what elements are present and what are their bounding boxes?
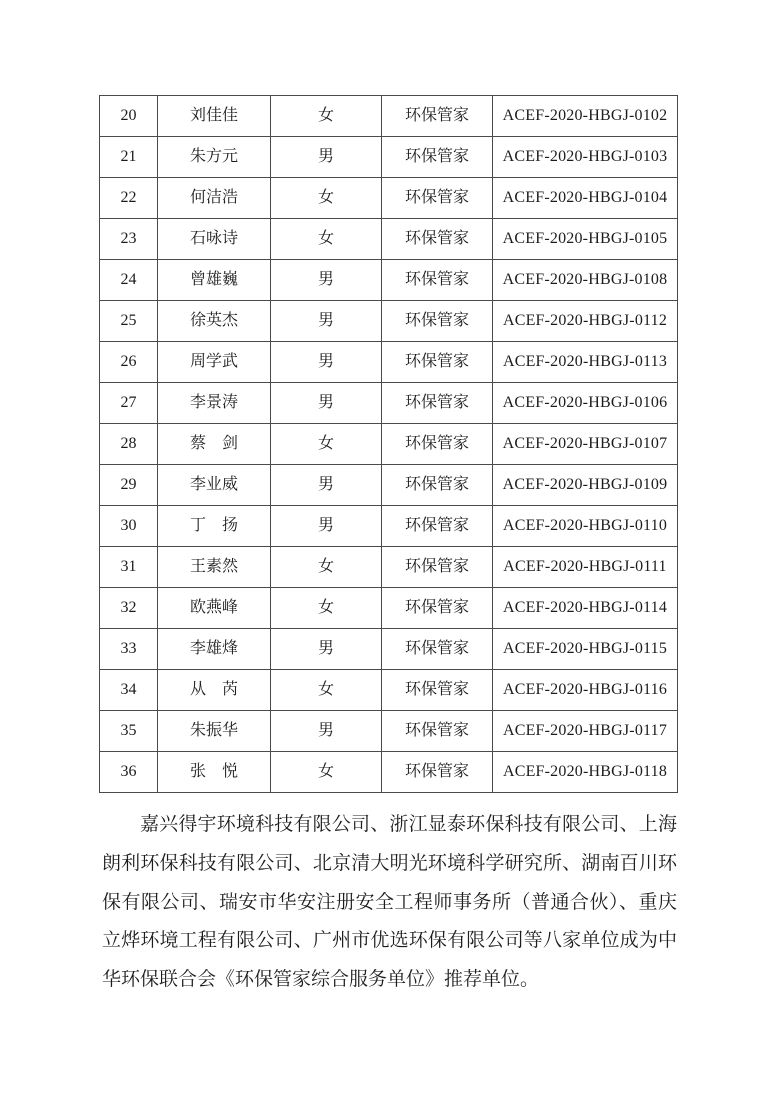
cell-gender: 男 bbox=[271, 342, 382, 383]
cell-name: 周学武 bbox=[158, 342, 271, 383]
cell-serial: 29 bbox=[100, 465, 158, 506]
cell-certificate: ACEF-2020-HBGJ-0116 bbox=[493, 670, 678, 711]
cell-certificate: ACEF-2020-HBGJ-0113 bbox=[493, 342, 678, 383]
cell-name: 从 芮 bbox=[158, 670, 271, 711]
cell-name: 徐英杰 bbox=[158, 301, 271, 342]
table-row bbox=[100, 260, 678, 301]
cell-gender: 男 bbox=[271, 301, 382, 342]
cell-title: 环保管家 bbox=[382, 178, 493, 219]
table-row bbox=[100, 506, 678, 547]
cell-gender: 男 bbox=[271, 260, 382, 301]
cell-serial: 30 bbox=[100, 506, 158, 547]
table-row bbox=[100, 137, 678, 178]
cell-serial: 21 bbox=[100, 137, 158, 178]
roster-table bbox=[99, 95, 678, 793]
cell-name: 张 悦 bbox=[158, 752, 271, 793]
cell-serial: 35 bbox=[100, 711, 158, 752]
cell-certificate: ACEF-2020-HBGJ-0107 bbox=[493, 424, 678, 465]
roster-table-body bbox=[100, 96, 678, 793]
cell-title: 环保管家 bbox=[382, 547, 493, 588]
cell-certificate: ACEF-2020-HBGJ-0112 bbox=[493, 301, 678, 342]
cell-serial: 27 bbox=[100, 383, 158, 424]
cell-title: 环保管家 bbox=[382, 137, 493, 178]
cell-certificate: ACEF-2020-HBGJ-0108 bbox=[493, 260, 678, 301]
cell-title: 环保管家 bbox=[382, 670, 493, 711]
cell-name: 刘佳佳 bbox=[158, 96, 271, 137]
cell-gender: 女 bbox=[271, 96, 382, 137]
table-row bbox=[100, 424, 678, 465]
table-row bbox=[100, 96, 678, 137]
cell-gender: 男 bbox=[271, 465, 382, 506]
table-row bbox=[100, 711, 678, 752]
cell-name: 蔡 剑 bbox=[158, 424, 271, 465]
cell-serial: 25 bbox=[100, 301, 158, 342]
table-row bbox=[100, 465, 678, 506]
cell-name: 石咏诗 bbox=[158, 219, 271, 260]
table-row bbox=[100, 547, 678, 588]
cell-certificate: ACEF-2020-HBGJ-0114 bbox=[493, 588, 678, 629]
table-row bbox=[100, 342, 678, 383]
cell-gender: 女 bbox=[271, 424, 382, 465]
closing-paragraph: 嘉兴得宇环境科技有限公司、浙江显泰环保科技有限公司、上海朗利环保科技有限公司、北京清大明光环境科学研究所、湖南百川环保有限公司、瑞安市华安注册安全工程师事务所（普通合伙）、重庆立烨环境工程有限公司、广州市优选环保有限公司等八家单位成为中华环保联合会《环保管家综合服务单位》推荐单位。 bbox=[102, 814, 677, 991]
cell-title: 环保管家 bbox=[382, 96, 493, 137]
cell-title: 环保管家 bbox=[382, 383, 493, 424]
cell-title: 环保管家 bbox=[382, 752, 493, 793]
cell-name: 李景涛 bbox=[158, 383, 271, 424]
cell-certificate: ACEF-2020-HBGJ-0109 bbox=[493, 465, 678, 506]
cell-certificate: ACEF-2020-HBGJ-0115 bbox=[493, 629, 678, 670]
cell-title: 环保管家 bbox=[382, 301, 493, 342]
cell-name: 丁 扬 bbox=[158, 506, 271, 547]
cell-name: 李业威 bbox=[158, 465, 271, 506]
cell-certificate: ACEF-2020-HBGJ-0118 bbox=[493, 752, 678, 793]
cell-gender: 男 bbox=[271, 137, 382, 178]
cell-name: 曾雄巍 bbox=[158, 260, 271, 301]
cell-certificate: ACEF-2020-HBGJ-0105 bbox=[493, 219, 678, 260]
cell-serial: 26 bbox=[100, 342, 158, 383]
cell-gender: 女 bbox=[271, 178, 382, 219]
cell-title: 环保管家 bbox=[382, 465, 493, 506]
cell-title: 环保管家 bbox=[382, 506, 493, 547]
cell-gender: 男 bbox=[271, 629, 382, 670]
cell-gender: 女 bbox=[271, 752, 382, 793]
cell-certificate: ACEF-2020-HBGJ-0106 bbox=[493, 383, 678, 424]
cell-certificate: ACEF-2020-HBGJ-0117 bbox=[493, 711, 678, 752]
table-row bbox=[100, 752, 678, 793]
cell-certificate: ACEF-2020-HBGJ-0103 bbox=[493, 137, 678, 178]
cell-gender: 女 bbox=[271, 219, 382, 260]
cell-serial: 20 bbox=[100, 96, 158, 137]
cell-serial: 31 bbox=[100, 547, 158, 588]
table-row bbox=[100, 588, 678, 629]
cell-serial: 28 bbox=[100, 424, 158, 465]
cell-title: 环保管家 bbox=[382, 342, 493, 383]
cell-gender: 男 bbox=[271, 711, 382, 752]
cell-title: 环保管家 bbox=[382, 588, 493, 629]
cell-name: 朱方元 bbox=[158, 137, 271, 178]
cell-gender: 男 bbox=[271, 506, 382, 547]
cell-gender: 男 bbox=[271, 383, 382, 424]
table-row bbox=[100, 629, 678, 670]
cell-name: 欧燕峰 bbox=[158, 588, 271, 629]
cell-certificate: ACEF-2020-HBGJ-0104 bbox=[493, 178, 678, 219]
cell-certificate: ACEF-2020-HBGJ-0102 bbox=[493, 96, 678, 137]
cell-title: 环保管家 bbox=[382, 424, 493, 465]
cell-name: 何洁浩 bbox=[158, 178, 271, 219]
cell-name: 李雄烽 bbox=[158, 629, 271, 670]
cell-serial: 34 bbox=[100, 670, 158, 711]
cell-title: 环保管家 bbox=[382, 711, 493, 752]
table-row bbox=[100, 383, 678, 424]
cell-serial: 33 bbox=[100, 629, 158, 670]
cell-title: 环保管家 bbox=[382, 629, 493, 670]
cell-certificate: ACEF-2020-HBGJ-0111 bbox=[493, 547, 678, 588]
cell-name: 朱振华 bbox=[158, 711, 271, 752]
cell-serial: 23 bbox=[100, 219, 158, 260]
cell-serial: 36 bbox=[100, 752, 158, 793]
cell-certificate: ACEF-2020-HBGJ-0110 bbox=[493, 506, 678, 547]
table-row bbox=[100, 219, 678, 260]
cell-gender: 女 bbox=[271, 547, 382, 588]
cell-title: 环保管家 bbox=[382, 219, 493, 260]
cell-title: 环保管家 bbox=[382, 260, 493, 301]
table-row bbox=[100, 178, 678, 219]
table-row bbox=[100, 670, 678, 711]
cell-gender: 女 bbox=[271, 670, 382, 711]
cell-serial: 24 bbox=[100, 260, 158, 301]
cell-gender: 女 bbox=[271, 588, 382, 629]
cell-serial: 22 bbox=[100, 178, 158, 219]
table-row bbox=[100, 301, 678, 342]
cell-name: 王素然 bbox=[158, 547, 271, 588]
cell-serial: 32 bbox=[100, 588, 158, 629]
